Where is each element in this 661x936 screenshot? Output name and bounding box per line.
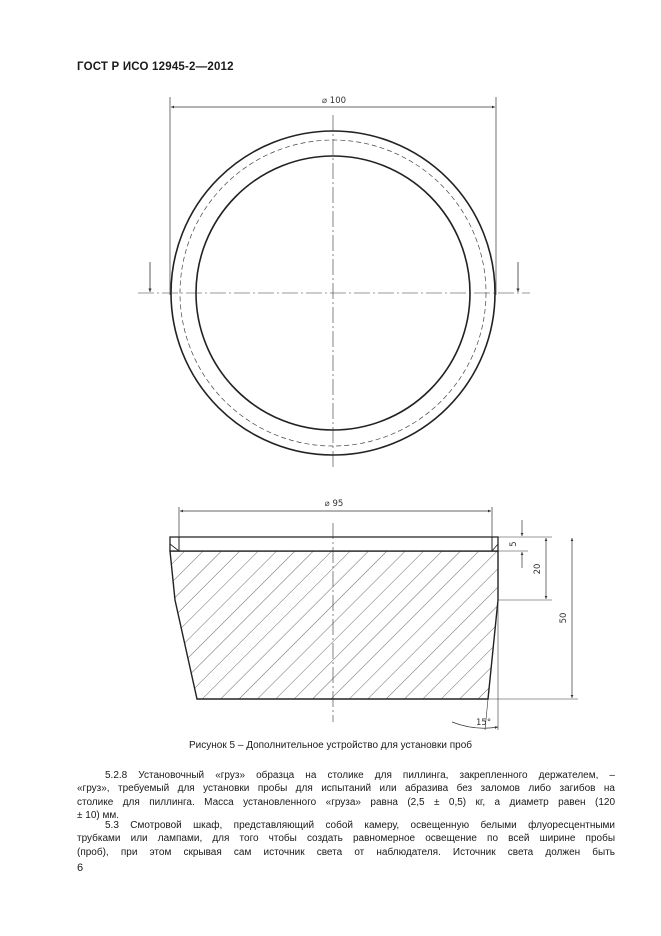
section-view	[170, 499, 578, 730]
text-line: трубками или лампами, для того чтобы создать равномерное освещение по всей ширине пробы	[77, 833, 615, 845]
page-number: 6	[77, 862, 84, 874]
figure-caption: Рисунок 5 – Дополнительное устройство для установки проб	[189, 740, 472, 751]
dim-20: 20	[533, 563, 543, 575]
document-header: ГОСТ Р ИСО 12945-2—2012	[77, 61, 234, 73]
dim-diameter-95: ⌀ 95	[324, 499, 344, 509]
dim-diameter-100: ⌀ 100	[321, 96, 347, 106]
dim-angle-15: 15°	[476, 718, 492, 728]
paragraph-5-2-8	[77, 769, 615, 822]
dim-5: 5	[509, 541, 519, 547]
text-line: (проб), при этом скрывая сам источник света от наблюдателя. Источник света должен быть	[77, 846, 615, 858]
text-line: 5.3 Смотровой шкаф, представляющий собой камеру, освещенную белыми флуоресцентными	[105, 820, 615, 831]
text-line: «груз», требуемый для установки пробы для испытаний или абразива без заломов либо загибов на	[77, 783, 615, 795]
text-line: 5.2.8 Установочный «груз» образца на столике для пиллинга, закрепленного держателем, –	[105, 770, 615, 781]
text-line: ± 10) мм.	[77, 809, 120, 821]
paragraph-5-3	[77, 819, 615, 859]
dim-50: 50	[559, 612, 569, 624]
text-line: столике для пиллинга. Масса установленного «груза» равна (2,5 ± 0,5) кг, а диаметр равен (120	[77, 796, 615, 808]
top-view-ring	[138, 96, 530, 468]
